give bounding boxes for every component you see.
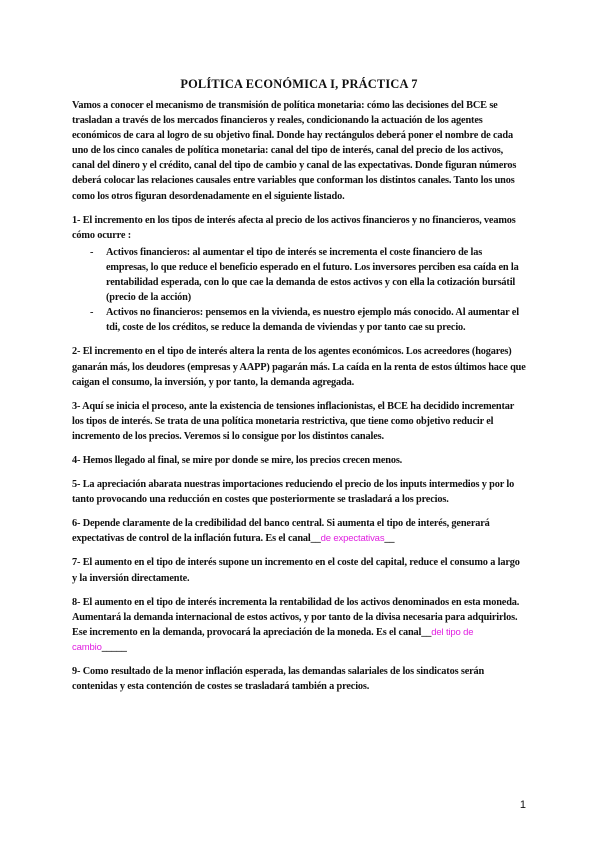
item-6 (72, 516, 526, 546)
answer-fill-expectations: de expectativas (320, 533, 385, 545)
intro-paragraph: Vamos a conocer el mecanismo de transmisión de política monetaria: cómo las decisiones del BCE se trasladan a través de los mercados financieros y reales, condicionando la actuación de los agentes económicos de cara al logro de su objetivo final. Donde hay rectángulos deberá poner el nombre de cada uno de los cinco canales de política monetaria: canal del tipo de interés, canal del precio de los activos, canal del dinero y el crédito, canal del tipo de cambio y canal de las expectativas. Donde figuran números deberá colocar las relaciones causales entre variables que conforman los distintos canales. Tanto los unos como los otros figuran desordenadamente en el siguiente listado. (72, 100, 517, 202)
bullet-dash: - (90, 307, 94, 319)
item-4: 4- Hemos llegado al final, se mire por donde se mire, los precios crecen menos. (72, 454, 403, 466)
item-8-text: 8- El aumento en el tipo de interés incrementa la rentabilidad de los activos denominados en esta moneda. Aumentará la demanda internacional de estos activos, y por tanto de la divisa necesaria para adquirirlos. Ese incremento en la demanda, provocará la apreciación de la moneda. Es el canal (72, 596, 520, 638)
bullet-non-financial-assets (72, 305, 526, 335)
page-title: POLÍTICA ECONÓMICA I, PRÁCTICA 7 (180, 77, 418, 91)
answer-blank-pre: __ (310, 533, 321, 545)
answer-blank-post: __ (384, 533, 395, 545)
item-6-text: 6- Depende claramente de la credibilidad del banco central. Si aumenta el tipo de interés, generará expectativas de control de la inflación futura. Es el canal (72, 518, 490, 545)
bullet-dash: - (90, 246, 94, 258)
answer-blank-pre: __ (421, 626, 432, 638)
bullet-text: Activos financieros: al aumentar el tipo de interés se incrementa el coste financiero de las empresas, lo que reduce el beneficio esperado en el futuro. Los inversores perciben esa caída en la rentabilidad esperada, con lo que cae la demanda de estos activos y con ella la cotización bursátil (precio de la acción) (106, 246, 519, 304)
bullet-financial-assets (72, 245, 526, 305)
bullet-text: Activos no financieros: pensemos en la vivienda, es nuestro ejemplo más conocido. Al aumentar el tdi, coste de los créditos, se reduce la demanda de viviendas y por tanto cae su precio. (106, 307, 519, 334)
item-1-bullets (72, 245, 526, 336)
item-3: 3- Aquí se inicia el proceso, ante la existencia de tensiones inflacionistas, el BCE ha decidido incrementar los tipos de interés. Se trata de una política monetaria restrictiva, que tiene como objetivo reducir el incremento de los precios. Veremos si lo consigue por los distintos canales. (72, 400, 515, 442)
page-number: 1 (519, 799, 526, 811)
item-8 (72, 595, 526, 655)
item-1: 1- El incremento en los tipos de interés afecta al precio de los activos financieros y no financieros, veamos cómo ocurre : (72, 214, 516, 241)
document-body (72, 76, 526, 703)
answer-blank-post: _____ (101, 641, 127, 653)
item-5: 5- La apreciación abarata nuestras importaciones reduciendo el precio de los inputs intermedios y por lo tanto provocando una reducción en costes que posteriormente se trasladará a los precios. (72, 479, 515, 506)
item-7: 7- El aumento en el tipo de interés supone un incremento en el coste del capital, reduce el consumo a largo y la inversión directamente. (72, 557, 520, 584)
item-2: 2- El incremento en el tipo de interés altera la renta de los agentes económicos. Los acreedores (hogares) ganarán más, los deudores (empresas y AAPP) pagarán más. La caída en la renta de estos últimos hace que caigan el consumo, la inversión, y por tanto, la demanda agregada. (72, 346, 526, 388)
item-9: 9- Como resultado de la menor inflación esperada, las demandas salariales de los sindicatos serán contenidas y esta contención de costes se trasladará también a precios. (72, 666, 485, 693)
answer-fill-exchange-rate: del tipo de cambio (72, 626, 474, 653)
